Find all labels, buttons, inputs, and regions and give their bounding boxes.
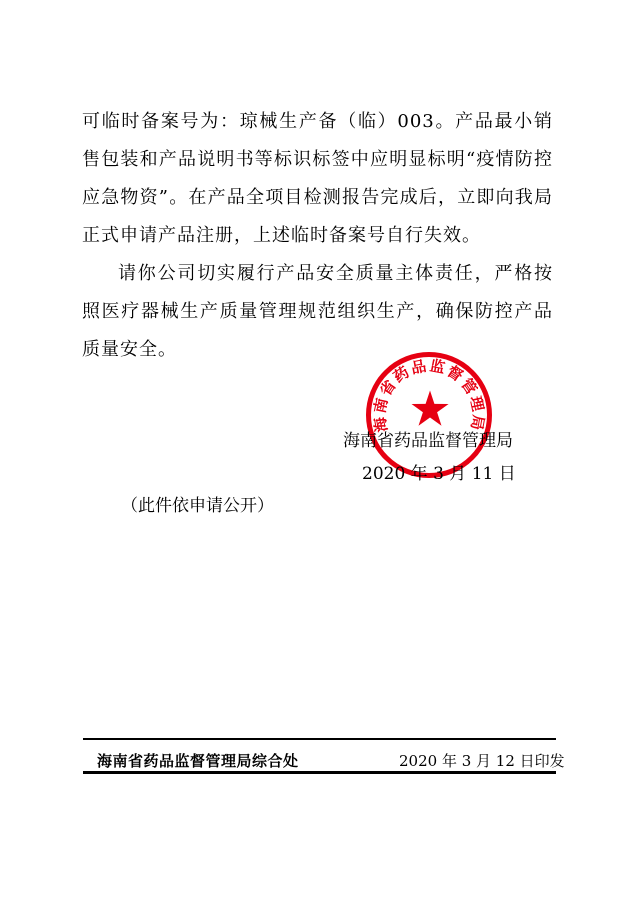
signature-agency-name: 海南省药品监督管理局	[343, 431, 513, 451]
body-paragraph-2: 请你公司切实履行产品安全质量主体责任，严格按照医疗器械生产质量管理规范组织生产，确保防控产品质量安全。	[82, 263, 553, 360]
letter-body	[82, 103, 553, 369]
seal-ring	[369, 355, 490, 476]
disclosure-note: （此件依申请公开）	[121, 496, 274, 516]
footer-print-date: 2020 年 3 月 12 日印发	[399, 752, 565, 770]
seal-star-icon	[412, 391, 449, 426]
footer-divider-top	[83, 738, 556, 740]
signature-date: 2020 年 3 月 11 日	[362, 464, 516, 484]
body-paragraph-1: 可临时备案号为：琼械生产备（临）003。产品最小销售包装和产品说明书等标识标签中应明显标明“疫情防控应急物资”。在产品全项目检测报告完成后，立即向我局正式申请产品注册，上述临时备案号自行失效。	[82, 111, 553, 246]
seal-text: 海南省药品监督管理局	[370, 356, 488, 434]
footer-divider-bottom	[83, 771, 556, 774]
footer-issuing-office: 海南省药品监督管理局综合处	[97, 752, 299, 770]
